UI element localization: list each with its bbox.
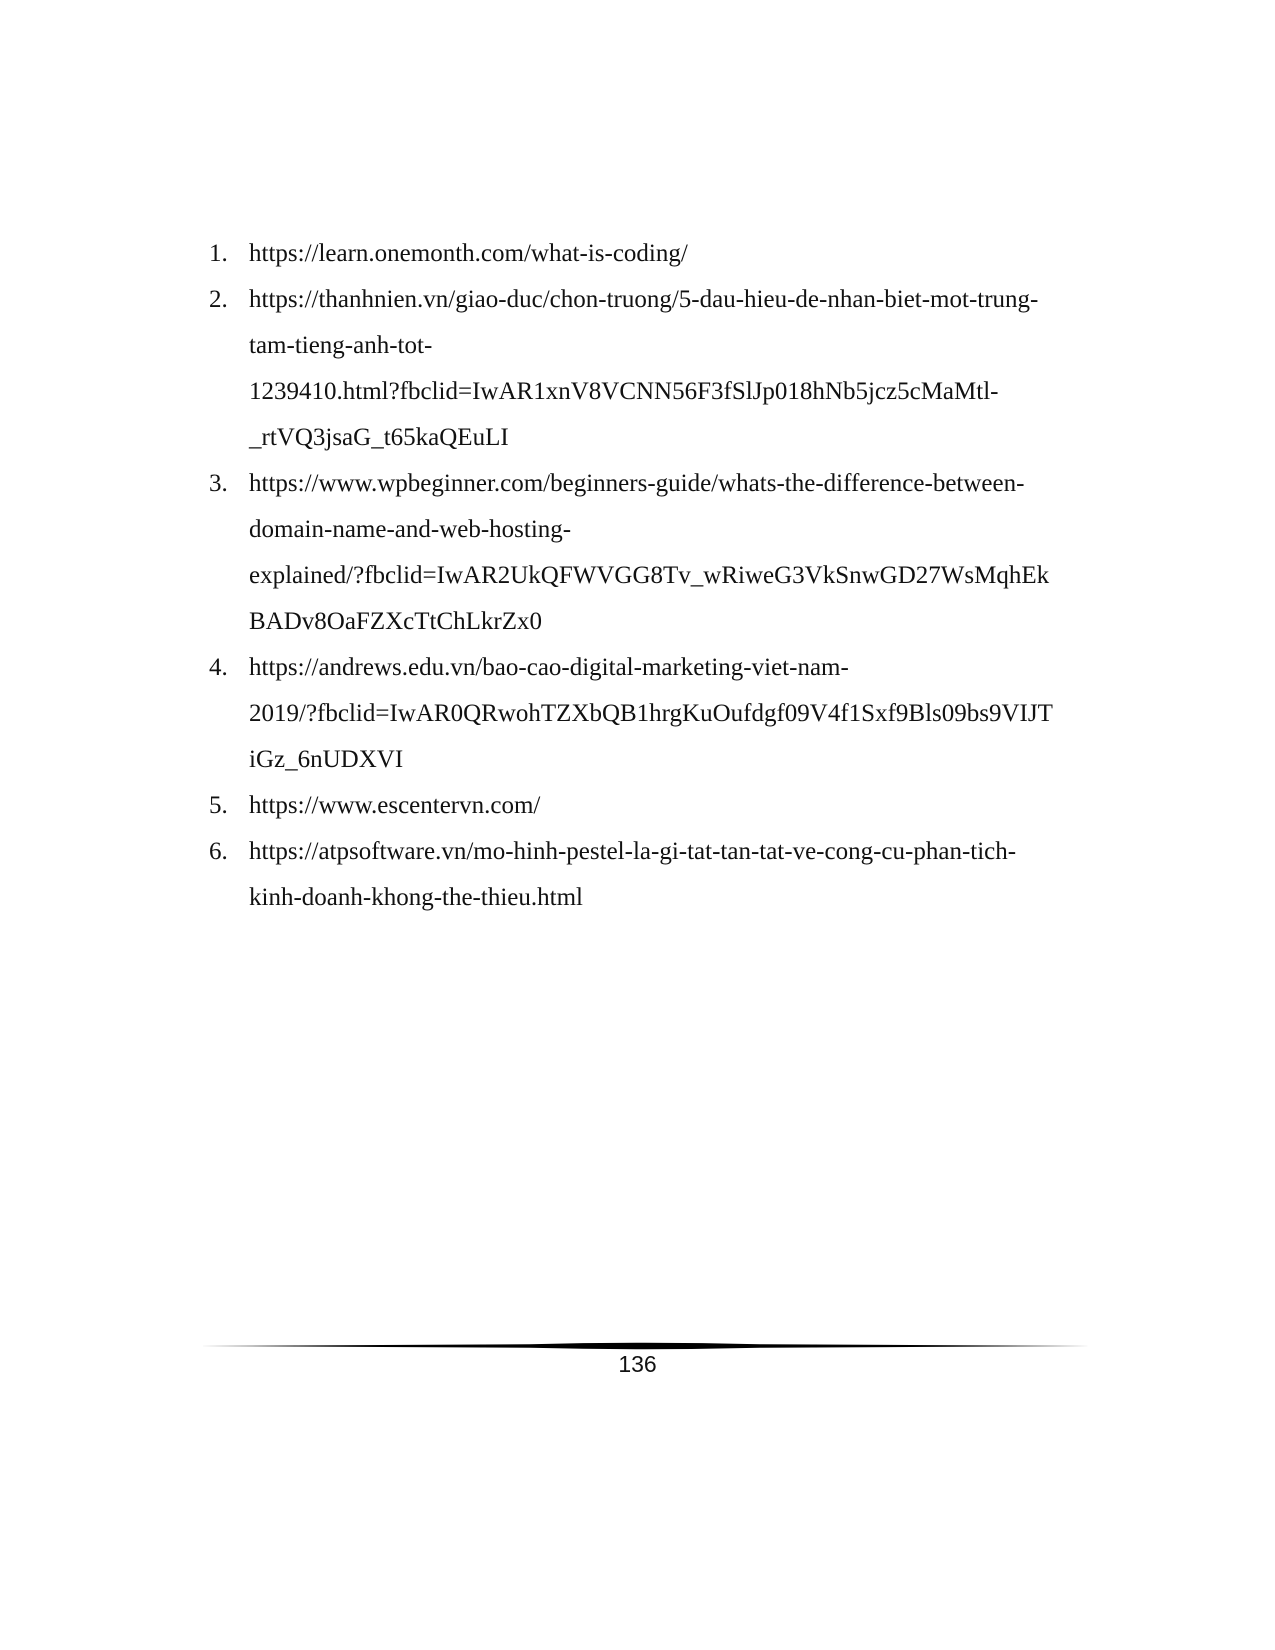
reference-number: 6. bbox=[209, 838, 228, 865]
reference-url bbox=[249, 829, 1089, 921]
reference-item bbox=[209, 829, 1089, 921]
reference-url-line: https://learn.onemonth.com/what-is-coding/ bbox=[249, 240, 688, 267]
reference-item bbox=[209, 461, 1089, 645]
reference-number: 3. bbox=[209, 470, 228, 497]
reference-url bbox=[249, 277, 1089, 461]
reference-url-line: _rtVQ3jsaG_t65kaQEuLI bbox=[249, 424, 509, 451]
reference-url-line: https://andrews.edu.vn/bao-cao-digital-marketing-viet-nam- bbox=[249, 654, 849, 681]
reference-url-line: BADv8OaFZXcTtChLkrZx0 bbox=[249, 608, 543, 635]
reference-url-line: https://www.escentervn.com/ bbox=[249, 792, 541, 819]
reference-url bbox=[249, 645, 1089, 783]
reference-url-line: iGz_6nUDXVI bbox=[249, 746, 404, 773]
reference-list bbox=[209, 231, 1089, 921]
reference-url bbox=[249, 231, 1089, 277]
reference-url-line: https://www.wpbeginner.com/beginners-guide/whats-the-difference-between- bbox=[249, 470, 1025, 497]
reference-number: 5. bbox=[209, 792, 228, 819]
reference-item bbox=[209, 277, 1089, 461]
reference-url-line: 2019/?fbclid=IwAR0QRwohTZXbQB1hrgKuOufdgf09V4f1Sxf9Bls09bs9VIJT bbox=[249, 700, 1053, 727]
reference-item bbox=[209, 783, 1089, 829]
reference-url-line: explained/?fbclid=IwAR2UkQFWVGG8Tv_wRiweG3VkSnwGD27WsMqhEk bbox=[249, 562, 1050, 589]
reference-item bbox=[209, 645, 1089, 783]
reference-url-line: 1239410.html?fbclid=IwAR1xnV8VCNN56F3fSlJp018hNb5jcz5cMaMtl- bbox=[249, 378, 999, 405]
reference-url-line: domain-name-and-web-hosting- bbox=[249, 516, 572, 543]
reference-number: 1. bbox=[209, 240, 228, 267]
reference-url-line: https://atpsoftware.vn/mo-hinh-pestel-la-gi-tat-tan-tat-ve-cong-cu-phan-tich- bbox=[249, 838, 1017, 865]
reference-url-line: https://thanhnien.vn/giao-duc/chon-truong/5-dau-hieu-de-nhan-biet-mot-trung- bbox=[249, 286, 1039, 313]
reference-number: 4. bbox=[209, 654, 228, 681]
reference-number: 2. bbox=[209, 286, 228, 313]
reference-url-line: kinh-doanh-khong-the-thieu.html bbox=[249, 884, 583, 911]
page-number: 136 bbox=[618, 1351, 657, 1377]
reference-url bbox=[249, 783, 1089, 829]
reference-url bbox=[249, 461, 1089, 645]
reference-item bbox=[209, 231, 1089, 277]
footer-divider bbox=[200, 1341, 1090, 1351]
reference-url-line: tam-tieng-anh-tot- bbox=[249, 332, 433, 359]
